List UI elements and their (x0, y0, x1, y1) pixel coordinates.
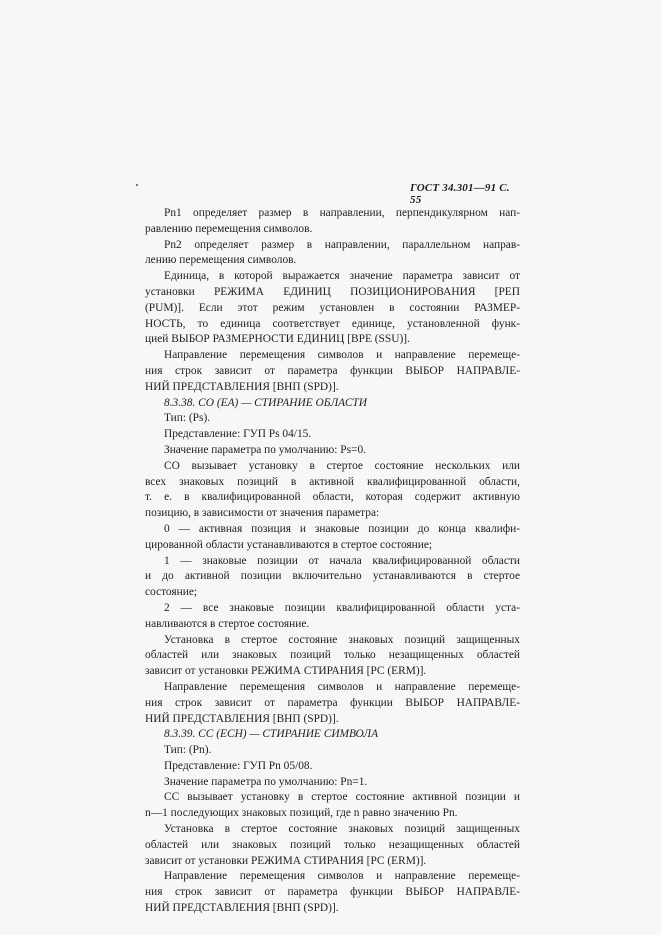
paragraph-line: зависит от установки РЕЖИМА СТИРАНИЯ [РС (ERM)]. (145, 665, 427, 678)
paragraph-line: НИЙ ПРЕДСТАВЛЕНИЯ [ВНП (SPD)]. (145, 902, 339, 915)
paragraph-line: Pn2 определяет размер в направлении, параллельном направ- (164, 238, 520, 251)
paragraph-line: Значение параметра по умолчанию: Pn=1. (164, 775, 368, 788)
paragraph-line: Тип: (Pn). (164, 744, 212, 757)
paragraph-line: Представление: ГУП Pn 05/08. (164, 759, 313, 772)
paragraph-line: СС вызывает установку в стертое состояние активной позиции и (164, 791, 520, 804)
paragraph-line: Направление перемещения символов и направление перемеще- (164, 349, 520, 362)
paragraph-line: Единица, в которой выражается значение параметра зависит от (164, 270, 520, 283)
paragraph-line: Тип: (Ps). (164, 412, 211, 425)
paragraph-line: ния строк зависит от параметра функции ВЫБОР НАПРАВЛЕ- (145, 696, 520, 709)
paragraph-line: состояние; (145, 586, 198, 599)
paragraph-line: ния строк зависит от параметра функции ВЫБОР НАПРАВЛЕ- (145, 364, 520, 377)
paragraph-line: 2 — все знаковые позиции квалифицированной области уста- (164, 601, 520, 614)
paragraph-line: Установка в стертое состояние знаковых позиций защищенных (164, 823, 520, 836)
paragraph-line: Направление перемещения символов и направление перемеще- (164, 680, 520, 693)
paragraph-line: 0 — активная позиция и знаковые позиции до конца квалифи- (164, 522, 520, 535)
paragraph-line: равлению перемещения символов. (145, 222, 313, 235)
paragraph-line: установки РЕЖИМА ЕДИНИЦ ПОЗИЦИОНИРОВАНИЯ [РЕП (145, 285, 520, 298)
page-header: ГОСТ 34.301—91 С. 55 (410, 182, 510, 206)
paragraph-line: Представление: ГУП Ps 04/15. (164, 428, 312, 441)
paragraph-line: всех знаковых позиций в активной квалифицированной области, (145, 475, 520, 488)
scan-speck (136, 184, 138, 186)
paragraph-line: (PUM)]. Если этот режим установлен в состоянии РАЗМЕР- (145, 301, 520, 314)
paragraph-line: Pn1 определяет размер в направлении, перпендикулярном нап- (164, 207, 520, 219)
paragraph-line: Установка в стертое состояние знаковых позиций защищенных (164, 633, 520, 646)
section-heading-line: 8.3.39. СС (ЕСН) — СТИРАНИЕ СИМВОЛА (164, 728, 379, 741)
paragraph-line: НОСТЬ, то единица соответствует единице, установленной функ- (145, 317, 520, 330)
paragraph-line: навливаются в стертое состояние. (145, 617, 310, 630)
paragraph-line: цированной области устанавливаются в стертое состояние; (145, 538, 433, 551)
paragraph-line: областей или знаковых позиций только незащищенных областей (145, 838, 520, 851)
paragraph-line: цией ВЫБОР РАЗМЕРНОСТИ ЕДИНИЦ [ВРЕ (SSU)]. (145, 333, 410, 346)
paragraph-line: СО вызывает установку в стертое состояние нескольких или (164, 459, 520, 472)
paragraph-line: и до активной позиции включительно устанавливаются в стертое (145, 570, 520, 583)
paragraph-line: Значение параметра по умолчанию: Ps=0. (164, 443, 367, 456)
paragraph-line: лению перемещения символов. (145, 254, 297, 267)
paragraph-line: НИЙ ПРЕДСТАВЛЕНИЯ [ВНП (SPD)]. (145, 380, 339, 393)
paragraph-line: n—1 последующих знаковых позиций, где n равно значению Pn. (145, 807, 458, 820)
section-heading-line: 8.3.38. СО (ЕА) — СТИРАНИЕ ОБЛАСТИ (164, 396, 367, 409)
paragraph-line: позицию, в зависимости от значения параметра: (145, 507, 380, 520)
paragraph-line: НИЙ ПРЕДСТАВЛЕНИЯ [ВНП (SPD)]. (145, 712, 339, 725)
paragraph-line: ния строк зависит от параметра функции ВЫБОР НАПРАВЛЕ- (145, 886, 520, 899)
document-body (145, 206, 520, 917)
paragraph-line: Направление перемещения символов и направление перемеще- (164, 870, 520, 883)
paragraph-line: т. е. в квалифицированной области, которая содержит активную (145, 491, 520, 504)
paragraph-line: зависит от установки РЕЖИМА СТИРАНИЯ [РС (ERM)]. (145, 854, 427, 867)
paragraph-line: областей или знаковых позиций только незащищенных областей (145, 649, 520, 662)
paragraph-line: 1 — знаковые позиции от начала квалифицированной области (164, 554, 520, 567)
